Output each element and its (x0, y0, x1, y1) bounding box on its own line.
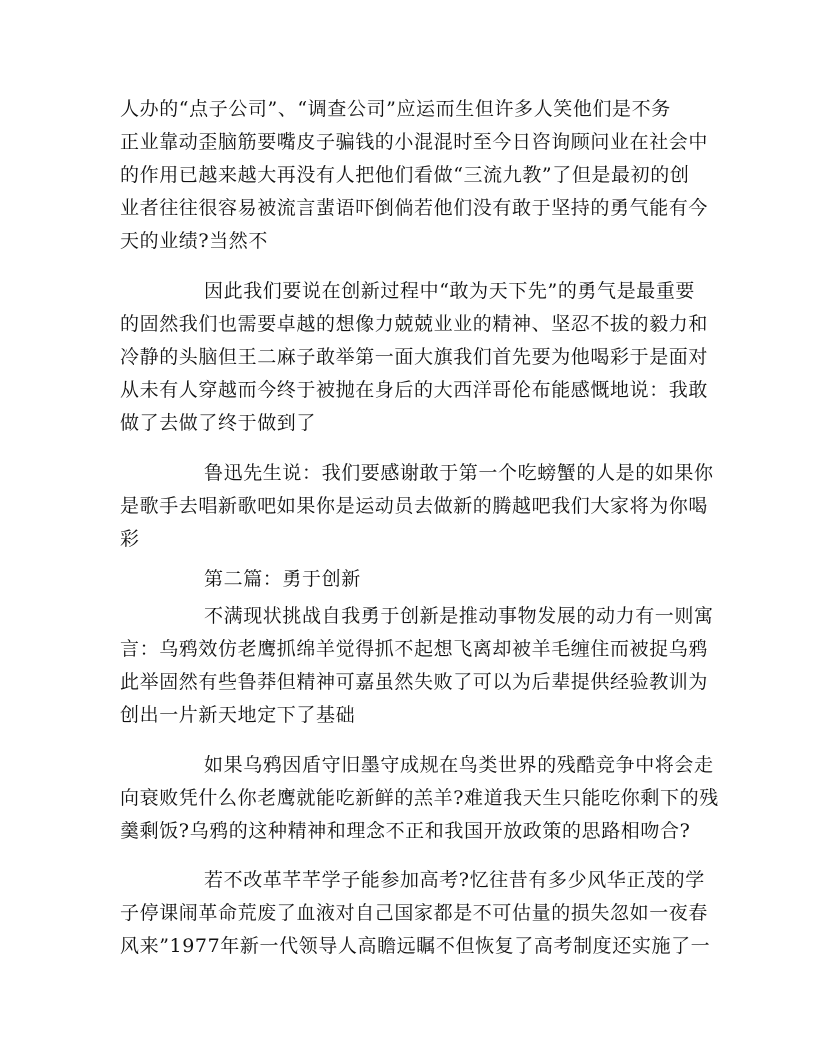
body-text-line: 的作用已越来越大再没有人把他们看做“三流九教”了但是最初的创 (120, 164, 690, 186)
body-text-line: 彩 (120, 528, 140, 550)
paragraph-first-line: 因此我们要说在创新过程中“敢为天下先”的勇气是最重要 (204, 280, 696, 302)
body-text-line: 做了去做了终于做到了 (120, 412, 317, 434)
body-text-line: 冷静的头脑但王二麻子敢举第一面大旗我们首先要为他喝彩于是面对 (120, 346, 709, 368)
paragraph-first-line: 如果乌鸦因盾守旧墨守成规在鸟类世界的残酷竞争中将会走 (204, 754, 714, 776)
body-text-line: 此举固然有些鲁莽但精神可嘉虽然失败了可以为后辈提供经验教训为 (120, 671, 709, 693)
body-text-line: 风来”1977年新一代领导人高瞻远瞩不但恢复了高考制度还实施了一 (120, 935, 711, 957)
body-text-line: 向衰败凭什么你老鹰就能吃新鲜的羔羊?难道我天生只能吃你剩下的残 (120, 787, 719, 809)
body-text-line: 天的业绩?当然不 (120, 230, 268, 252)
body-text-line: 是歌手去唱新歌吧如果你是运动员去做新的腾越吧我们大家将为你喝 (120, 495, 709, 517)
body-text-line: 言：乌鸦效仿老鹰抓绵羊觉得抓不起想飞离却被羊毛缠住而被捉乌鸦 (120, 638, 709, 660)
paragraph-first-line: 不满现状挑战自我勇于创新是推动事物发展的动力有一则寓 (204, 605, 714, 627)
section-heading: 第二篇：勇于创新 (204, 568, 361, 590)
paragraph-first-line: 鲁迅先生说：我们要感谢敢于第一个吃螃蟹的人是的如果你 (204, 462, 714, 484)
body-text-line: 创出一片新天地定下了基础 (120, 704, 356, 726)
body-text-line: 子停课闹革命荒废了血液对自己国家都是不可估量的损失忽如一夜春 (120, 902, 709, 924)
paragraph-first-line: 若不改革芊芊学子能参加高考?忆往昔有多少风华正茂的学 (204, 869, 705, 891)
body-text-line: 羹剩饭?乌鸦的这种精神和理念不正和我国开放政策的思路相吻合? (120, 820, 691, 842)
body-text-line: 业者往往很容易被流言蜚语吓倒倘若他们没有敢于坚持的勇气能有今 (120, 197, 709, 219)
body-text-line: 人办的“点子公司”、“调查公司”应运而生但许多人笑他们是不务 (120, 98, 671, 120)
body-text-line: 正业靠动歪脑筋要嘴皮子骗钱的小混混时至今日咨询顾问业在社会中 (120, 131, 709, 153)
body-text-line: 的固然我们也需要卓越的想像力兢兢业业的精神、坚忍不拔的毅力和 (120, 313, 709, 335)
body-text-line: 从未有人穿越而今终于被抛在身后的大西洋哥伦布能感慨地说：我敢 (120, 379, 709, 401)
